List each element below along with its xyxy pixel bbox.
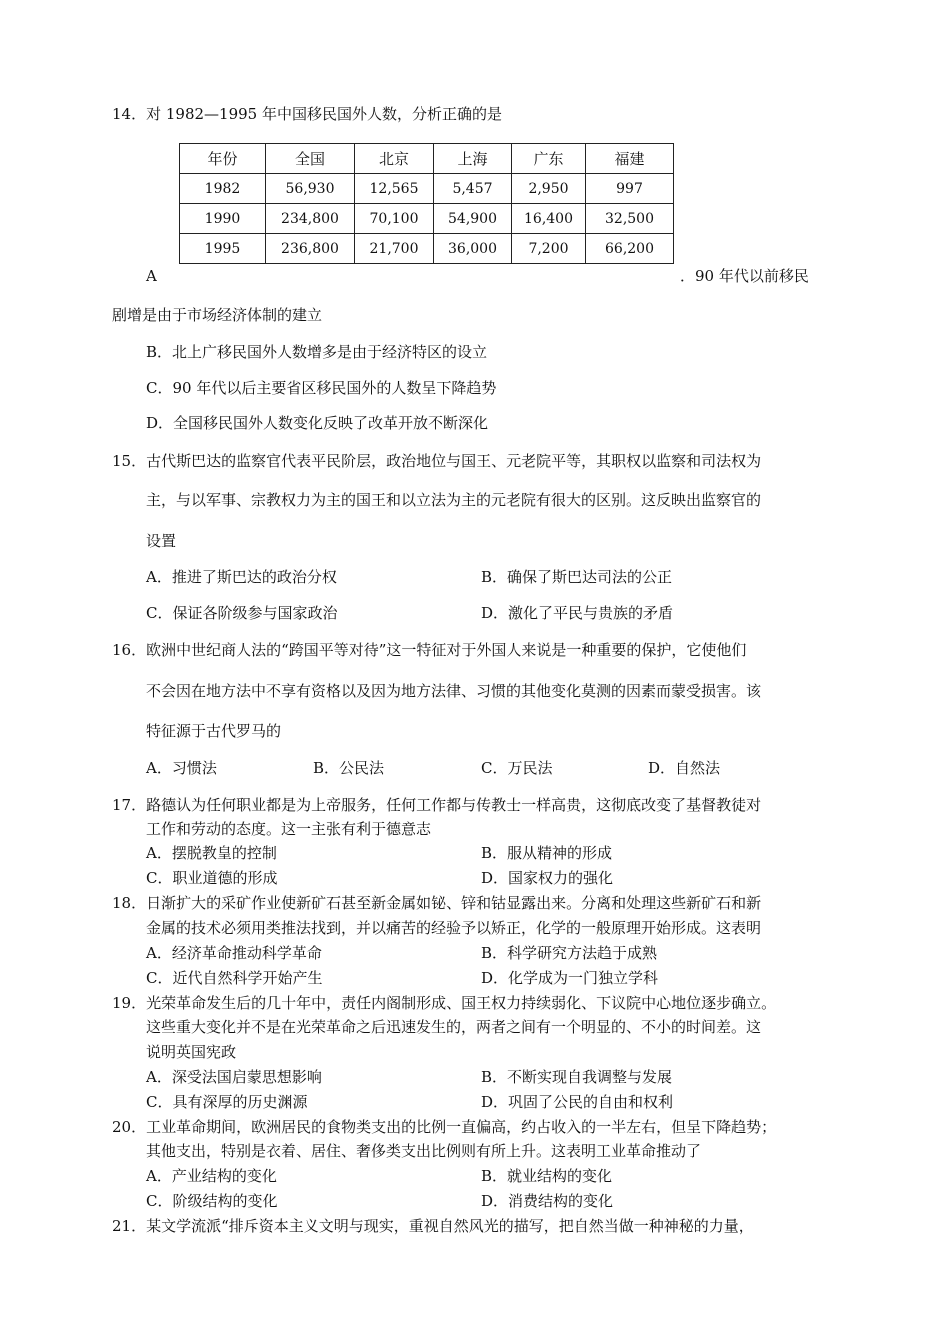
q17-option-b: B．服从精神的形成: [481, 844, 613, 862]
q17-option-d: D．国家权力的强化: [481, 869, 614, 887]
q17-option-a: A．摆脱教皇的控制: [146, 844, 277, 862]
header-cell: 年份: [180, 144, 266, 174]
table-cell: 2,950: [512, 174, 586, 204]
q20-option-b: B．就业结构的变化: [481, 1167, 613, 1185]
q16-option-c: C．万民法: [481, 759, 553, 777]
q15-stem-line2: 主，与以军事、宗教权力为主的国王和以立法为主的元老院有很大的区别。这反映出监察官的: [146, 491, 762, 509]
q18-stem-line2: 金属的技术必须用类推法找到，并以痛苦的经验予以矫正，化学的一般原理开始形成。这表明: [146, 919, 762, 937]
q15-option-a: A．推进了斯巴达的政治分权: [146, 568, 337, 586]
q16-option-a: A．习惯法: [146, 759, 217, 777]
q15-option-d: D．激化了平民与贵族的矛盾: [481, 604, 674, 622]
q14-option-c: C．90 年代以后主要省区移民国外的人数呈下降趋势: [146, 379, 497, 397]
q14-option-b: B．北上广移民国外人数增多是由于经济特区的设立: [146, 343, 488, 361]
q17-option-c: C．职业道德的形成: [146, 869, 278, 887]
header-cell: 北京: [355, 144, 434, 174]
q19-stem-line3: 说明英国宪政: [146, 1043, 237, 1061]
header-cell: 上海: [434, 144, 512, 174]
table-header-row: [180, 144, 674, 174]
q18-option-b: B．科学研究方法趋于成熟: [481, 944, 658, 962]
table-cell: 997: [586, 174, 674, 204]
q18-stem-line1: 18．日渐扩大的采矿作业使新矿石甚至新金属如铋、锌和钴显露出来。分离和处理这些新矿石和新: [112, 894, 762, 912]
q19-option-a: A．深受法国启蒙思想影响: [146, 1068, 322, 1086]
q19-stem-line2: 这些重大变化并不是在光荣革命之后迅速发生的，两者之间有一个明显的、不小的时间差。这: [146, 1018, 762, 1036]
header-cell: 福建: [586, 144, 674, 174]
q16-option-d: D．自然法: [648, 759, 721, 777]
table-cell: 16,400: [512, 204, 586, 234]
q14-option-a-letter: A: [146, 267, 157, 285]
q20-stem-line2: 其他支出，特别是衣着、居住、奢侈类支出比例则有所上升。这表明工业革命推动了: [146, 1142, 702, 1160]
q18-option-c: C．近代自然科学开始产生: [146, 969, 323, 987]
q20-stem-line1: 20．工业革命期间，欧洲居民的食物类支出的比例一直偏高，约占收入的一半左右，但呈下降趋势；: [112, 1118, 777, 1136]
table-row: [180, 204, 674, 234]
table-cell: 7,200: [512, 234, 586, 264]
table-cell: 234,800: [266, 204, 355, 234]
q16-stem-line3: 特征源于古代罗马的: [146, 722, 282, 740]
table-cell: 1990: [180, 204, 266, 234]
q16-stem-line2: 不会因在地方法中不享有资格以及因为地方法律、习惯的其他变化莫测的因素而蒙受损害。该: [146, 682, 762, 700]
q15-stem-line3: 设置: [146, 532, 177, 550]
header-cell: 广东: [512, 144, 586, 174]
q20-option-a: A．产业结构的变化: [146, 1167, 277, 1185]
table-cell: 66,200: [586, 234, 674, 264]
header-cell: 全国: [266, 144, 355, 174]
q19-option-c: C．具有深厚的历史渊源: [146, 1093, 308, 1111]
q19-stem-line1: 19．光荣革命发生后的几十年中，责任内阁制形成、国王权力持续弱化、下议院中心地位逐步确立。: [112, 994, 777, 1012]
table-cell: 21,700: [355, 234, 434, 264]
table-cell: 36,000: [434, 234, 512, 264]
q14-option-a-cont: 剧增是由于市场经济体制的建立: [112, 306, 323, 324]
q18-option-a: A．经济革命推动科学革命: [146, 944, 322, 962]
q14-option-d: D．全国移民国外人数变化反映了改革开放不断深化: [146, 414, 489, 432]
q16-stem-line1: 16．欧洲中世纪商人法的“跨国平等对待”这一特征对于外国人来说是一种重要的保护，它使他们: [112, 641, 747, 659]
q20-option-d: D．消费结构的变化: [481, 1192, 614, 1210]
q15-option-b: B．确保了斯巴达司法的公正: [481, 568, 673, 586]
q14-option-a-tail: ．90 年代以前移民: [680, 267, 809, 285]
table-cell: 5,457: [434, 174, 512, 204]
table-cell: 54,900: [434, 204, 512, 234]
q17-stem-line2: 工作和劳动的态度。这一主张有利于德意志: [146, 820, 432, 838]
table-cell: 236,800: [266, 234, 355, 264]
q21-stem-line1: 21．某文学流派“排斥资本主义文明与现实，重视自然风光的描写，把自然当做一种神秘的力量，: [112, 1217, 754, 1235]
q15-stem-line1: 15．古代斯巴达的监察官代表平民阶层，政治地位与国王、元老院平等，其职权以监察和司法权为: [112, 452, 762, 470]
table-cell: 1995: [180, 234, 266, 264]
q16-option-b: B．公民法: [313, 759, 385, 777]
table-cell: 70,100: [355, 204, 434, 234]
table-cell: 12,565: [355, 174, 434, 204]
table-cell: 56,930: [266, 174, 355, 204]
table-row: [180, 234, 674, 264]
table-cell: 32,500: [586, 204, 674, 234]
emigration-table: [179, 143, 674, 264]
q18-option-d: D．化学成为一门独立学科: [481, 969, 659, 987]
table-row: [180, 174, 674, 204]
q17-stem-line1: 17．路德认为任何职业都是为上帝服务，任何工作都与传教士一样高贵，这彻底改变了基督教徒对: [112, 796, 762, 814]
table-cell: 1982: [180, 174, 266, 204]
q20-option-c: C．阶级结构的变化: [146, 1192, 278, 1210]
q19-option-b: B．不断实现自我调整与发展: [481, 1068, 673, 1086]
q19-option-d: D．巩固了公民的自由和权利: [481, 1093, 674, 1111]
q15-option-c: C．保证各阶级参与国家政治: [146, 604, 338, 622]
q14-stem: 14．对 1982—1995 年中国移民国外人数，分析正确的是: [112, 105, 502, 123]
